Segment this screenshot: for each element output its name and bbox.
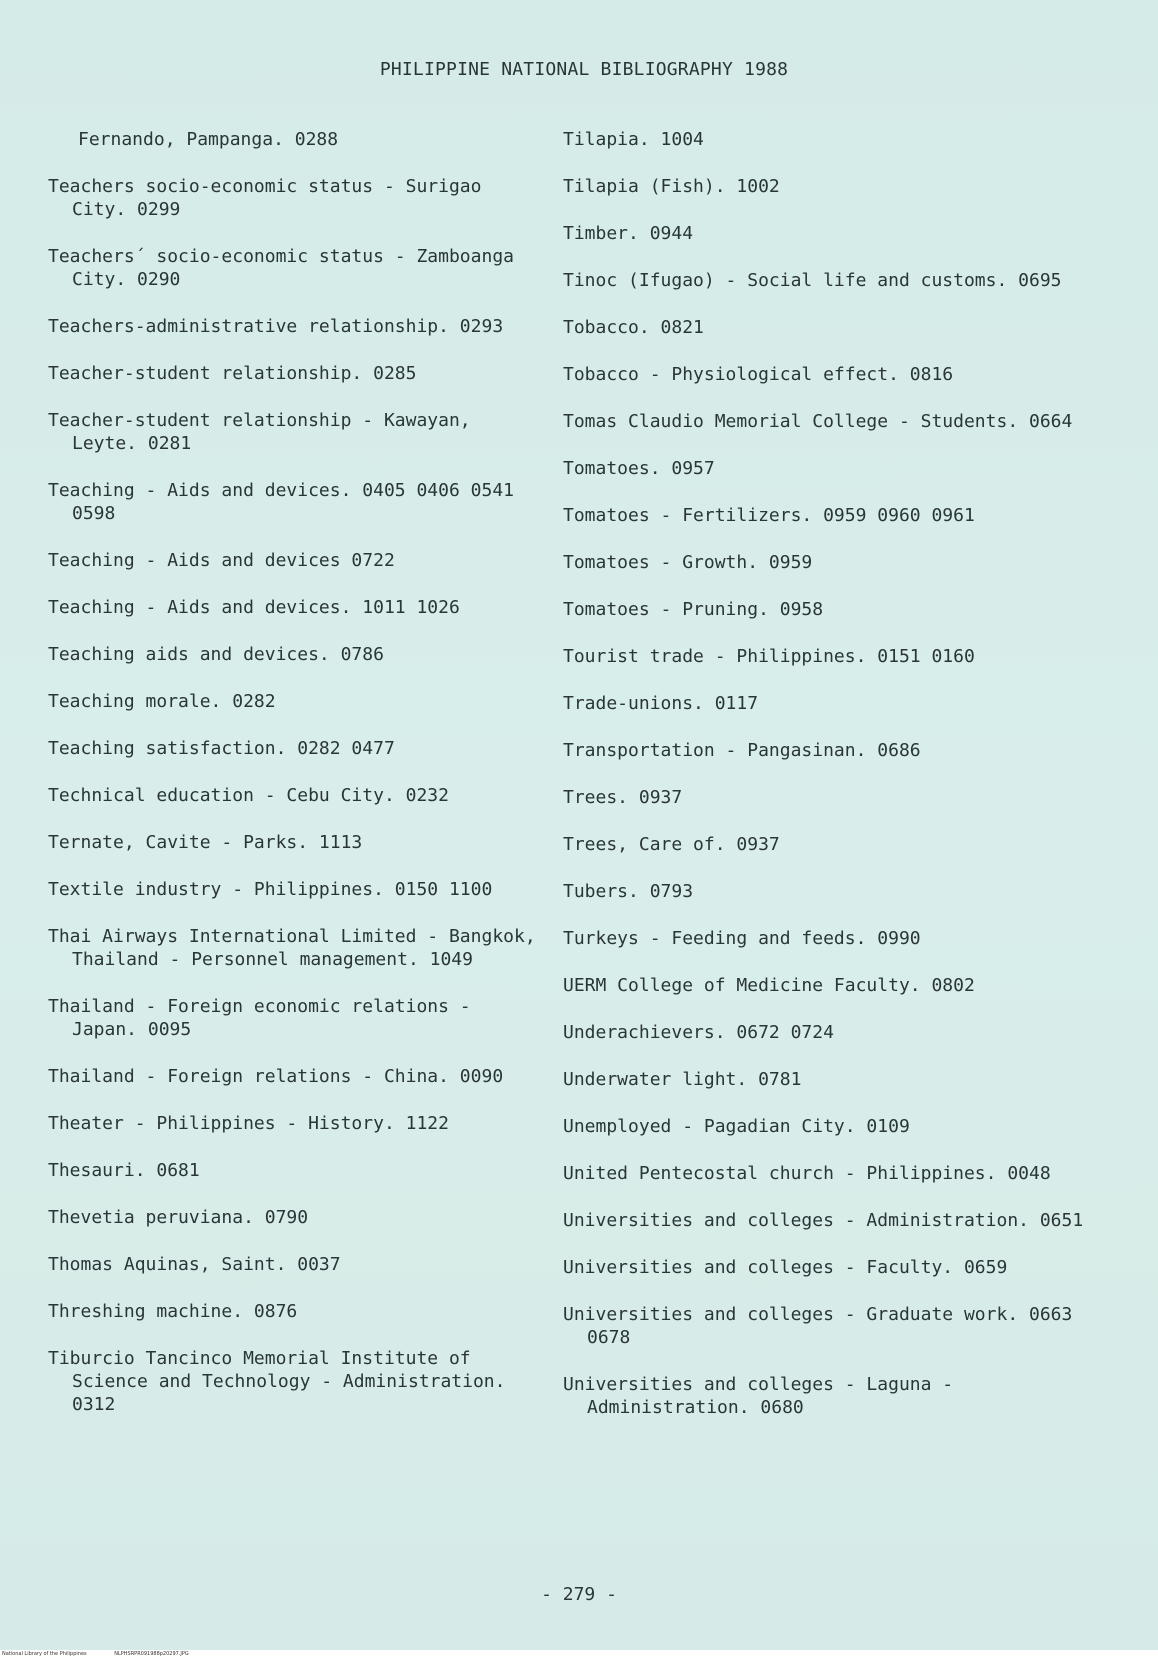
index-entry: Teachers socio-economic status - Surigao City. 0299 [48,176,482,220]
index-entry: Tilapia. 1004 [563,129,704,150]
index-entry: Trees. 0937 [563,787,683,808]
index-entry: Tubers. 0793 [563,881,694,902]
index-entry: Timber. 0944 [563,223,694,244]
index-entry: Unemployed - Pagadian City. 0109 [563,1116,910,1137]
index-entry: Tinoc (Ifugao) - Social life and customs. 0695 [563,270,1062,291]
index-entry: Trade-unions. 0117 [563,693,759,714]
right-column [563,128,1103,1443]
index-entry: Teaching morale. 0282 [48,691,276,712]
index-entry: Teacher-student relationship. 0285 [48,363,417,384]
index-entry: Teacher-student relationship - Kawayan, Leyte. 0281 [48,410,471,454]
index-entry: Tilapia (Fish). 1002 [563,176,780,197]
index-entry: Tomatoes - Pruning. 0958 [563,599,824,620]
left-column [48,128,538,1440]
index-entry: Textile industry - Philippines. 0150 1100 [48,879,493,900]
index-entry: Ternate, Cavite - Parks. 1113 [48,832,363,853]
index-entry: Tomatoes. 0957 [563,458,715,479]
footer-file: NLPHSRPR091988p20297.JPG [114,1651,189,1657]
index-entry: Universities and colleges - Faculty. 0659 [563,1257,1008,1278]
index-entry: Thailand - Foreign economic relations - Japan. 0095 [48,996,471,1040]
index-entry: Thevetia peruviana. 0790 [48,1207,309,1228]
index-entry: Tobacco. 0821 [563,317,704,338]
index-entry: Thesauri. 0681 [48,1160,200,1181]
index-entry: Tobacco - Physiological effect. 0816 [563,364,954,385]
index-entry: Turkeys - Feeding and feeds. 0990 [563,928,921,949]
index-entry: Thai Airways International Limited - Bangkok, Thailand - Personnel management. 1049 [48,926,536,970]
page-header: PHILIPPINE NATIONAL BIBLIOGRAPHY 1988 [379,59,789,80]
index-entry: Teachers-administrative relationship. 0293 [48,316,504,337]
index-entry: Underwater light. 0781 [563,1069,802,1090]
index-entry: Teaching - Aids and devices. 0405 0406 0541 0598 [48,480,514,524]
page-number: - 279 - [541,1584,617,1605]
index-entry: Tourist trade - Philippines. 0151 0160 [563,646,975,667]
index-entry: Trees, Care of. 0937 [563,834,780,855]
index-entry: Universities and colleges - Laguna - Administration. 0680 [563,1374,954,1418]
index-entry: UERM College of Medicine Faculty. 0802 [563,975,975,996]
index-entry: Theater - Philippines - History. 1122 [48,1113,449,1134]
index-entry: Threshing machine. 0876 [48,1301,298,1322]
index-entry: Tomatoes - Growth. 0959 [563,552,813,573]
index-entry: Thomas Aquinas, Saint. 0037 [48,1254,341,1275]
index-entry: Universities and colleges - Administration. 0651 [563,1210,1084,1231]
index-entry: Teaching aids and devices. 0786 [48,644,384,665]
index-entry: Teachers´ socio-economic status - Zamboanga City. 0290 [48,246,514,290]
index-entry: Fernando, Pampanga. 0288 [78,129,339,150]
index-entry: Thailand - Foreign relations - China. 0090 [48,1066,504,1087]
index-entry: Universities and colleges - Graduate work. 0663 0678 [563,1304,1073,1348]
index-entry: Teaching satisfaction. 0282 0477 [48,738,395,759]
scan-footer [0,1650,1158,1658]
index-entry: Underachievers. 0672 0724 [563,1022,834,1043]
index-entry: Teaching - Aids and devices 0722 [48,550,395,571]
index-entry: Tomas Claudio Memorial College - Students. 0664 [563,411,1073,432]
footer-library: National Library of the Philippines [2,1651,87,1657]
index-entry: Transportation - Pangasinan. 0686 [563,740,921,761]
index-entry: Technical education - Cebu City. 0232 [48,785,449,806]
index-entry: Tiburcio Tancinco Memorial Institute of Science and Technology - Administration. 0312 [48,1348,506,1415]
index-entry: Teaching - Aids and devices. 1011 1026 [48,597,460,618]
index-entry: Tomatoes - Fertilizers. 0959 0960 0961 [563,505,975,526]
index-entry: United Pentecostal church - Philippines. 0048 [563,1163,1051,1184]
